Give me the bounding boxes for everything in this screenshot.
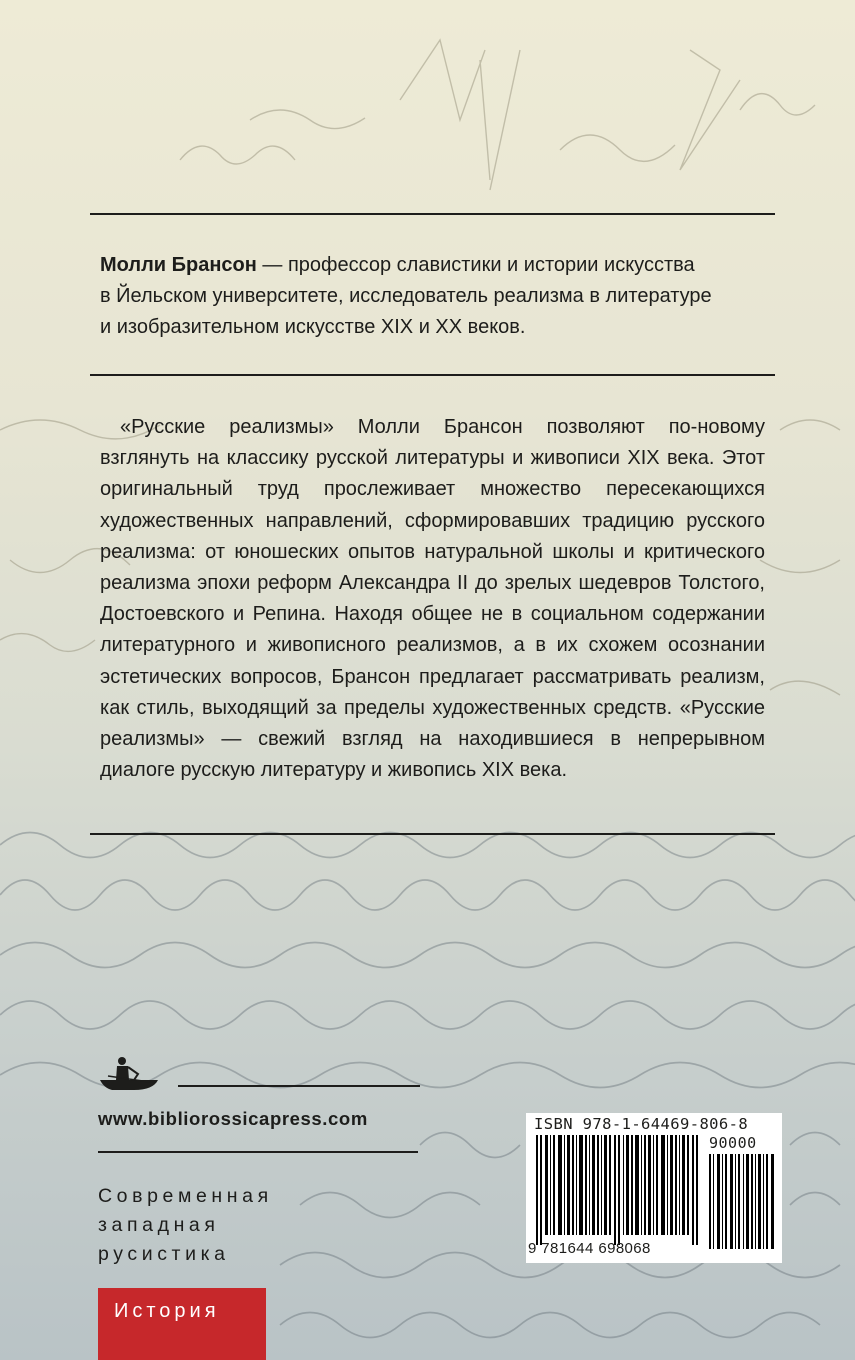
publisher-website-link[interactable]: www.bibliorossicapress.com [98,1108,368,1129]
divider-top [90,213,775,215]
ean-digits: 9 781644 698068 [528,1240,651,1257]
genre-badge: История [98,1288,266,1360]
series-line: русистика [98,1243,230,1265]
divider-series [98,1151,418,1153]
author-bio-line-3: и изобразительном искусстве XIX и XX веков. [100,316,526,338]
book-description: «Русские реализмы» Молли Брансон позволяют по-новому взглянуть на классику русской литературы и живописи XIX века. Этот оригинальный труд прослеживает множество пересекающихся художественных направлений, сформировавших традицию русского реализма: от юношеских опытов натуральной школы и критического реализма эпохи реформ Александра II до зрелых шедевров Толстого, Достоевского и Репина. Находя общее не в социальном содержании литературного и живописного реализмов, а в их схожем осознании эстетических вопросов, Брансон предлагает рассматривать реализм, как стиль, выходящий за пределы художественных средств. «Русские реализмы» — свежий взгляд на находившиеся в непрерывном диалоге русскую литературу и живопись XIX века. [100,416,765,782]
barcode-bars-icon [536,1135,704,1245]
boat-logo-icon [98,1052,428,1094]
isbn-barcode [526,1113,782,1263]
addon-code: 90000 [709,1134,757,1152]
series-name [98,1182,273,1269]
author-bio-line-2: в Йельском университете, исследователь реализма в литературе [100,285,712,307]
divider-bottom [90,833,775,835]
divider-middle [90,374,775,376]
author-bio-line-1: — профессор славистики и истории искусства [256,254,695,276]
series-line: западная [98,1214,220,1236]
series-line: Современная [98,1185,273,1207]
author-bio [100,250,790,343]
author-name: Молли Брансон [100,254,257,276]
isbn-label: ISBN 978-1-64469-806-8 [534,1115,749,1133]
addon-barcode-bars-icon [709,1154,777,1249]
